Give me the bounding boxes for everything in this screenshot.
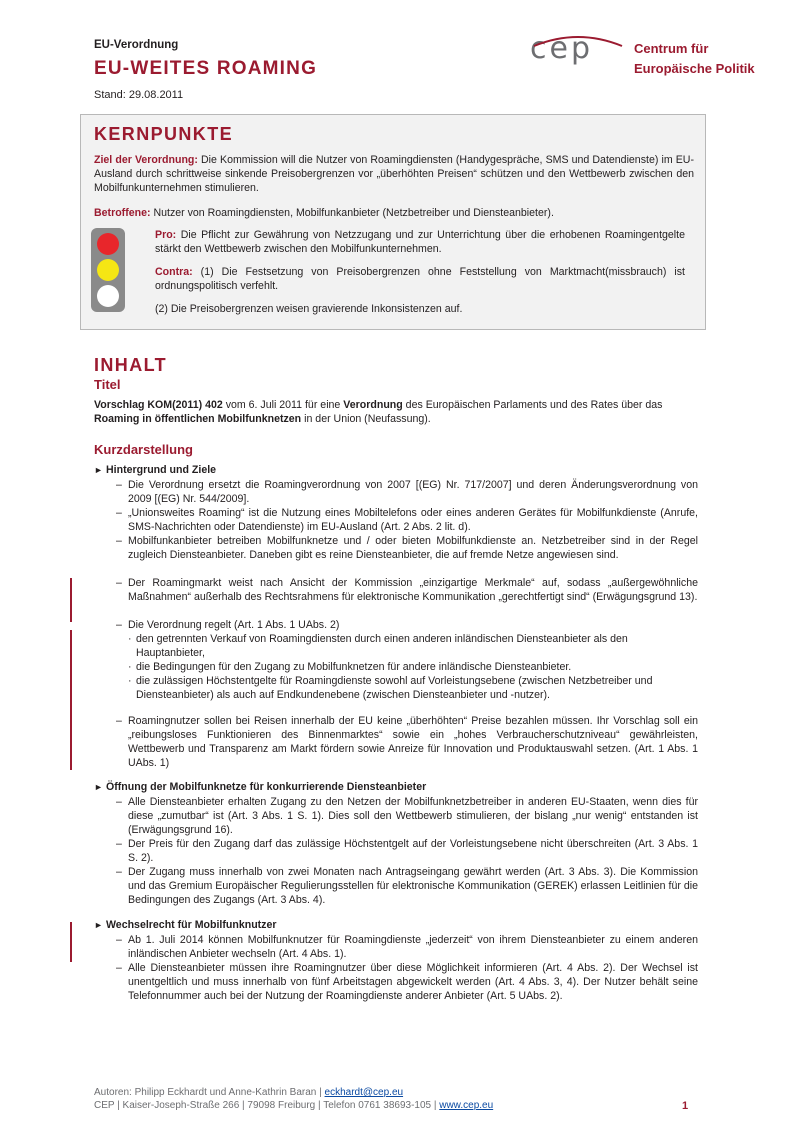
list-item: – Der Roamingmarkt weist nach Ansicht der Kommission „einzigartige Merkmale“ auf, sodass „außergewöhnliche Maßnahmen“ außerhalb des Rechtsrahmens für elektronische Kommunikation „gerechtfertigt sind“ (Erwägungsgrund 13).: [116, 577, 698, 603]
pro-text: Die Pflicht zur Gewährung von Netzzugang und zur Unterrichtung über die erhobenen Roamingentgelte stärkt den Wettbewerb zwischen den Mobilfunkunternehmen.: [155, 229, 685, 255]
ziel-text: Die Kommission will die Nutzer von Roamingdiensten (Handygespräche, SMS und Datendienste) im EU-Ausland durch schrittweise sinkende Preisobergrenzen vor „überhöhten Preisen“ schützen und den Wettbewerb zwischen den Mobilfunkunternehmen stimulieren.: [94, 154, 694, 194]
footer-authors: [94, 1086, 403, 1100]
page-number: 1: [682, 1100, 689, 1112]
sub-item: · den getrennten Verkauf von Roamingdiensten durch einen anderen inländischen Diensteanbieter als den Hauptanbieter,: [128, 633, 628, 659]
titel-part: in der Union (Neufassung).: [301, 413, 431, 425]
proposal-ref: Vorschlag KOM(2011) 402: [94, 399, 223, 411]
sub-item: · die Bedingungen für den Zugang zu Mobilfunknetzen für andere inländische Diensteanbieter.: [128, 661, 572, 673]
change-bar: [70, 922, 72, 962]
document-type: EU-Verordnung: [94, 39, 179, 51]
kernpunkte-pro: [155, 228, 685, 256]
footer-address: [94, 1099, 493, 1113]
list-item: – Der Preis für den Zugang darf das zulässige Höchstentgelt auf der Vorleistungsebene nicht überschreiten (Art. 3 Abs. 1 S. 2).: [116, 838, 698, 864]
inhalt-title: INHALT: [94, 355, 168, 375]
yellow-light: [97, 259, 119, 281]
ziel-label: Ziel der Verordnung:: [94, 154, 198, 166]
betroffene-text: Nutzer von Roamingdiensten, Mobilfunkanbieter (Netzbetreiber und Diensteanbieter).: [150, 207, 554, 219]
section-title: Öffnung der Mobilfunknetze für konkurrierende Diensteanbieter: [106, 781, 427, 793]
authors-text: Autoren: Philipp Eckhardt und Anne-Kathrin Baran |: [94, 1087, 325, 1098]
list-item: – Die Verordnung regelt (Art. 1 Abs. 1 UAbs. 2): [116, 619, 340, 631]
pro-label: Pro:: [155, 229, 177, 241]
section-title: Wechselrecht für Mobilfunknutzer: [106, 919, 277, 931]
list-item: – Alle Diensteanbieter müssen ihre Roamingnutzer über diese Möglichkeit informieren (Art. 4 Abs. 2). Der Wechsel ist unentgeltlich und muss innerhalb von fünf Arbeitstagen abgewickelt werden (Art. 4 Abs. 3, 4). Der Nutzer behält seine Telefonnummer auch bei der Nutzung der Roamingdienste anderer Anbieter (Art. 5 UAbs. 2).: [116, 962, 698, 1002]
kernpunkte-contra: [155, 265, 685, 293]
document-date: Stand: 29.08.2011: [94, 89, 184, 101]
section-title: Hintergrund und Ziele: [106, 464, 217, 476]
titel-part: des Europäischen Parlaments und des Rates über das: [402, 399, 663, 411]
email-link[interactable]: eckhardt@cep.eu: [324, 1087, 404, 1098]
list-item: – Roamingnutzer sollen bei Reisen innerhalb der EU keine „überhöhten“ Preise bezahlen müssen. Ihr Vorschlag soll ein „reibungsloses Funktionieren des Binnenmarktes“ sowie ein „hohes Verbraucherschutzniveau“ gewährleisten, Wettbewerb und Transparenz am Markt fördern sowie Anreize für Innovation und Produktauswahl setzen. (Art. 1 Abs. 1 UAbs. 1): [116, 715, 698, 769]
list-item: – Mobilfunkanbieter betreiben Mobilfunknetze und / oder bieten Mobilfunkdienste an. Netzbetreiber sind in der Regel zugleich Diensteanbieter. Daneben gibt es reine Diensteanbieter, die auf fremde Netze angewiesen sind.: [116, 535, 698, 561]
titel-text: [94, 398, 694, 426]
address-text: CEP | Kaiser-Joseph-Straße 266 | 79098 Freiburg | Telefon 0761 38693-105 |: [94, 1100, 440, 1111]
website-link[interactable]: www.cep.eu: [439, 1100, 494, 1111]
cep-logo: [530, 28, 760, 88]
document-title: EU-WEITES ROAMING: [94, 58, 318, 79]
list-item: – „Unionsweites Roaming“ ist die Nutzung eines Mobiltelefons oder eines anderen Gerätes für Mobilfunkdienste (Anrufe, SMS-Nachrichten oder Datendienste) im EU-Ausland (Art. 2 Abs. 2 lit. d).: [116, 507, 698, 533]
contra-text-2: (2) Die Preisobergrenzen weisen gravierende Inkonsistenzen auf.: [155, 303, 463, 315]
titel-verordnung: Verordnung: [343, 399, 403, 411]
kernpunkte-title: KERNPUNKTE: [94, 124, 234, 144]
triangle-bullet-icon: ►: [94, 465, 103, 475]
contra-label: Contra:: [155, 266, 193, 278]
titel-subject: Roaming in öffentlichen Mobilfunknetzen: [94, 413, 302, 425]
logo-arc-icon: [530, 34, 626, 48]
red-light: [97, 233, 119, 255]
betroffene-label: Betroffene:: [94, 207, 151, 219]
list-item: – Der Zugang muss innerhalb von zwei Monaten nach Antragseingang gewährt werden (Art. 3 Abs. 3). Die Kommission und das Gremium Europäischer Regulierungsstellen für elektronische Kommunikation (GEREK) erlassen Leitlinien für die Bedingungen des Zugangs (Art. 3 Abs. 4).: [116, 866, 698, 906]
section-heading-oeffnung: [94, 780, 426, 794]
kernpunkte-betroffene: [94, 206, 694, 220]
change-bar: [70, 578, 72, 622]
section-heading-hintergrund: [94, 463, 216, 477]
list-item: – Alle Diensteanbieter erhalten Zugang zu den Netzen der Mobilfunknetzbetreiber in anderen EU-Staaten, wenn dies für diese „zumutbar“ ist (Art. 3 Abs. 1 S. 1). Dies soll den Wettbewerb stimulieren, der bislang „nur wenig“ entstanden ist (Erwägungsgrund 16).: [116, 796, 698, 836]
list-item: – Ab 1. Juli 2014 können Mobilfunknutzer für Roamingdienste „jederzeit“ von ihrem Diensteanbieter zu einem anderen inländischen Anbieter wechseln (Art. 4 Abs. 1).: [116, 934, 698, 960]
kernpunkte-box: [80, 114, 706, 330]
kurzdarstellung-heading: Kurzdarstellung: [94, 442, 193, 457]
kernpunkte-ziel: [94, 153, 694, 195]
sub-item: · die zulässigen Höchstentgelte für Roamingdienste sowohl auf Vorleistungsebene (zwischen Netzbetreiber und Diensteanbieter) als auch auf Endkundenebene (zwischen Diensteanbieter und -nutzer).: [128, 675, 653, 701]
cep-logo-mark: cep: [530, 31, 593, 66]
logo-name-line1: Centrum für: [634, 41, 709, 56]
triangle-bullet-icon: ►: [94, 920, 103, 930]
white-light: [97, 285, 119, 307]
traffic-light-icon: [91, 228, 125, 312]
logo-name-line2: Europäische Politik: [634, 61, 755, 76]
triangle-bullet-icon: ►: [94, 782, 103, 792]
section-heading-wechselrecht: [94, 918, 277, 932]
change-bar: [70, 716, 72, 770]
change-bar: [70, 630, 72, 716]
titel-heading: Titel: [94, 377, 121, 392]
contra-text-1: (1) Die Festsetzung von Preisobergrenzen ohne Feststellung von Marktmacht(missbrauch) ist ordnungspolitisch verfehlt.: [155, 266, 685, 292]
titel-part: vom 6. Juli 2011 für eine: [222, 399, 344, 411]
list-item: – Die Verordnung ersetzt die Roamingverordnung von 2007 [(EG) Nr. 717/2007] und deren Änderungsverordnung von 2009 [(EG) Nr. 544/2009].: [116, 479, 698, 505]
